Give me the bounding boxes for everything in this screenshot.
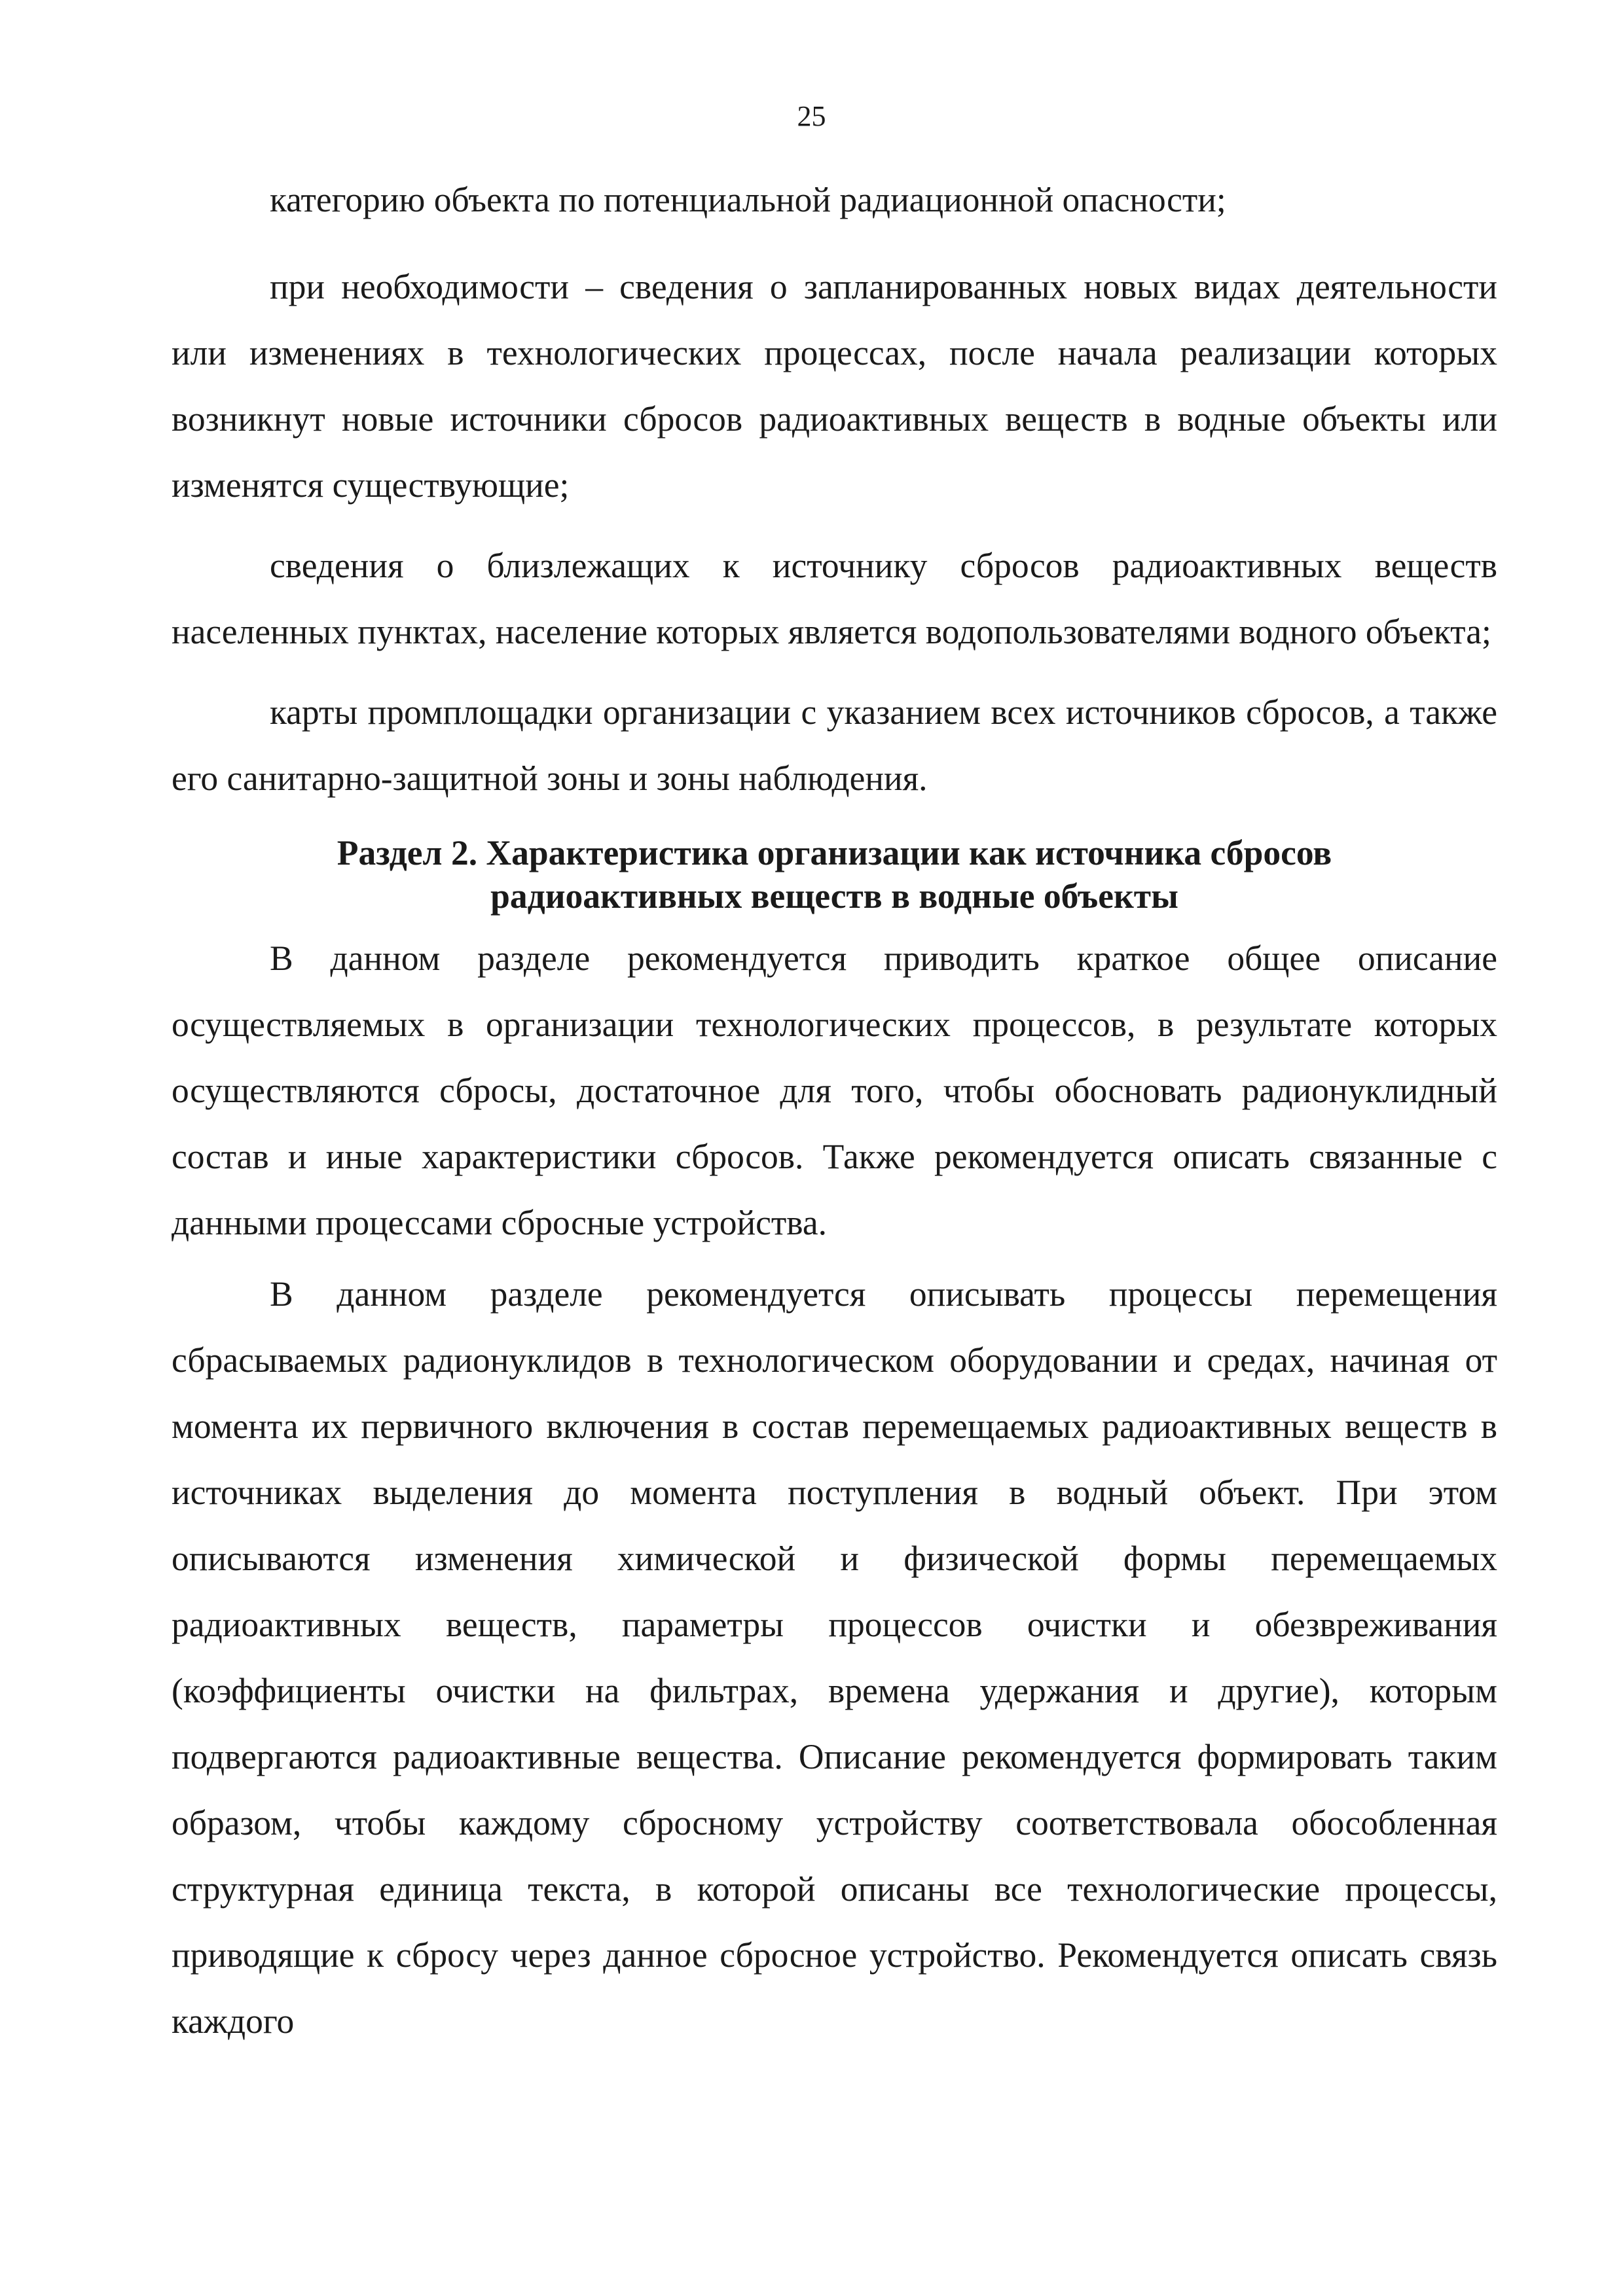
section-heading-line-2: радиоактивных веществ в водные объекты [490,876,1178,916]
list-item-settlements: сведения о близлежащих к источнику сбросов радиоактивных веществ населенных пунктах, население которых является водопользователями водного объекта; [172,546,1497,651]
section-paragraph-overview: В данном разделе рекомендуется приводить краткое общее описание осуществляемых в организации технологических процессов, в результате которых осуществляются сбросы, достаточное для того, чтобы обосновать радионуклидный состав и иные характеристики сбросов. Также рекомендуется описать связанные с данными процессами сбросные устройства. [172,939,1497,1242]
list-item-site-maps: карты промплощадки организации с указанием всех источников сбросов, а также его санитарно-защитной зоны и зоны наблюдения. [172,692,1497,798]
document-body [172,167,1497,2054]
section-heading-line-1: Раздел 2. Характеристика организации как источника сбросов [337,833,1332,872]
section-paragraph-processes: В данном разделе рекомендуется описывать процессы перемещения сбрасываемых радионуклидов в технологическом оборудовании и средах, начиная от момента их первичного включения в состав перемещаемых радиоактивных веществ в источниках выделения до момента поступления в водный объект. При этом описываются изменения химической и физической формы перемещаемых радиоактивных веществ, параметры процессов очистки и обезвреживания (коэффициенты очистки на фильтрах, времена удержания и другие), которым подвергаются радиоактивные вещества. Описание рекомендуется формировать таким образом, чтобы каждому сбросному устройству соответствовала обособленная структурная единица текста, в которой описаны все технологические процессы, приводящие к сбросу через данное сбросное устройство. Рекомендуется описать связь каждого [172,1274,1497,2041]
page-number: 25 [797,100,826,132]
section-heading [172,831,1497,918]
list-item-category: категорию объекта по потенциальной радиационной опасности; [270,180,1226,219]
list-item-planned-activities: при необходимости – сведения о запланированных новых видах деятельности или изменениях в технологических процессах, после начала реализации которых возникнут новые источники сбросов радиоактивных веществ в водные объекты или изменятся существующие; [172,267,1497,505]
